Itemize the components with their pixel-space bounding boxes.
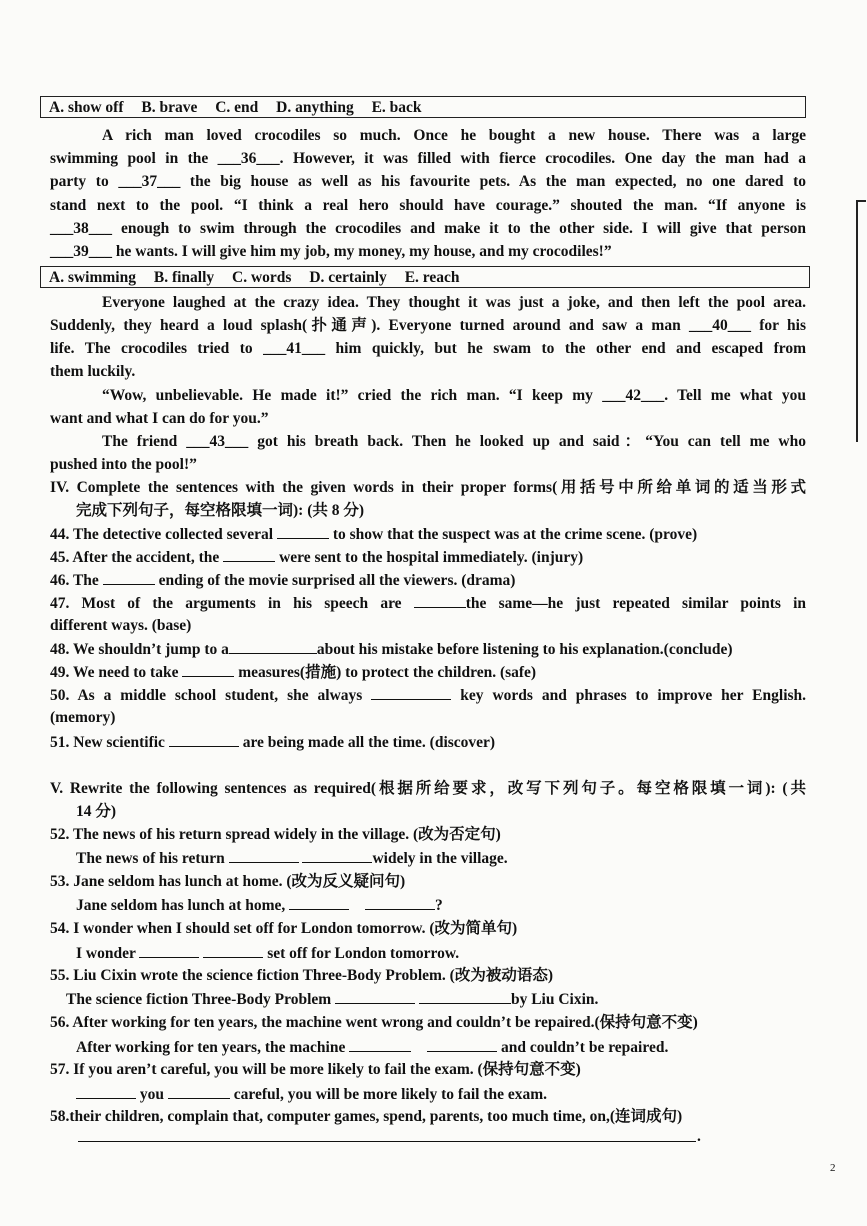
- passage1-line: swimming pool in the ___36___. However, it was filled with fierce crocodiles. One day the man had a: [50, 150, 806, 167]
- option-c: C. end: [215, 99, 259, 116]
- answer-blank[interactable]: [203, 942, 263, 958]
- option-e: E. back: [371, 99, 422, 116]
- option-b: B. finally: [153, 269, 215, 286]
- question-45: 45. After the accident, the were sent to the hospital immediately. (injury): [50, 546, 806, 569]
- passage2-line: Everyone laughed at the crazy idea. They thought it was just a joke, and then left the pool area.: [102, 294, 806, 311]
- answer-blank[interactable]: [182, 661, 234, 677]
- question-47: 47. Most of the arguments in his speech are the same—he just repeated similar points in: [50, 592, 806, 615]
- page-edge-mark: [856, 200, 866, 442]
- option-b: B. brave: [141, 99, 198, 116]
- question-56: 56. After working for ten years, the machine went wrong and couldn’t be repaired.(保持句意不变): [50, 1014, 698, 1031]
- section5-title: V. Rewrite the following sentences as required(根据所给要求，改写下列句子。每空格限填一词): (共: [50, 780, 806, 797]
- question-50: 50. As a middle school student, she always key words and phrases to improve her English.: [50, 684, 806, 707]
- option-a: A. swimming: [49, 269, 136, 286]
- page-number: 2: [830, 1162, 836, 1174]
- answer-blank[interactable]: [335, 988, 415, 1004]
- answer-blank[interactable]: [289, 894, 349, 910]
- answer-blank[interactable]: [419, 988, 511, 1004]
- question-49: 49. We need to take measures(措施) to protect the children. (safe): [50, 661, 806, 684]
- passage2-line: “Wow, unbelievable. He made it!” cried the rich man. “I keep my ___42___. Tell me what you: [102, 387, 806, 404]
- passage2-line: want and what I can do for you.”: [50, 410, 269, 427]
- answer-blank[interactable]: [229, 638, 317, 654]
- question-54-answer: I wonder set off for London tomorrow.: [76, 942, 832, 965]
- passage2-line: them luckily.: [50, 363, 136, 380]
- answer-blank[interactable]: [168, 1083, 230, 1099]
- answer-blank[interactable]: [365, 894, 435, 910]
- answer-blank[interactable]: [229, 847, 299, 863]
- question-51: 51. New scientific are being made all the time. (discover): [50, 731, 806, 754]
- question-57: 57. If you aren’t careful, you will be more likely to fail the exam. (保持句意不变): [50, 1061, 581, 1078]
- option-a: A. show off: [49, 99, 124, 116]
- question-58: 58.their children, complain that, computer games, spend, parents, too much time, on,(连词成句): [50, 1108, 683, 1125]
- word-box-1: [40, 96, 806, 118]
- question-53: 53. Jane seldom has lunch at home. (改为反义疑问句): [50, 873, 406, 890]
- passage1-line: stand next to the pool. “I think a real hero should have courage.” shouted the man. “If anyone is: [50, 197, 806, 214]
- passage1-line: ___39___ he wants. I will give him my job, my money, my house, and my crocodiles!”: [50, 243, 612, 260]
- answer-blank[interactable]: [302, 847, 372, 863]
- question-58-answer-line[interactable]: [78, 1140, 696, 1142]
- question-46: 46. The ending of the movie surprised all the viewers. (drama): [50, 569, 806, 592]
- question-48: 48. We shouldn’t jump to a about his mistake before listening to his explanation.(conclude): [50, 638, 820, 661]
- passage2-line: Suddenly, they heard a loud splash(扑通声). Everyone turned around and saw a man ___40___ for his: [50, 317, 806, 334]
- answer-blank[interactable]: [139, 942, 199, 958]
- answer-blank[interactable]: [169, 731, 239, 747]
- question-52-answer: The news of his return widely in the village.: [76, 847, 832, 870]
- option-d: D. certainly: [309, 269, 387, 286]
- answer-blank[interactable]: [223, 546, 275, 562]
- answer-blank[interactable]: [76, 1083, 136, 1099]
- answer-blank[interactable]: [277, 523, 329, 539]
- question-55-answer: The science fiction Three-Body Problem by Liu Cixin.: [66, 988, 822, 1011]
- question-56-answer: After working for ten years, the machine and couldn’t be repaired.: [76, 1036, 832, 1059]
- answer-blank[interactable]: [371, 684, 451, 700]
- question-47-cont: different ways. (base): [50, 617, 192, 634]
- passage1-line: party to ___37___ the big house as well as his favourite pets. As the man expected, no one dared to: [50, 173, 806, 190]
- question-52: 52. The news of his return spread widely in the village. (改为否定句): [50, 826, 501, 843]
- option-d: D. anything: [276, 99, 354, 116]
- option-e: E. reach: [404, 269, 460, 286]
- answer-blank[interactable]: [414, 592, 466, 608]
- question-57-answer: you careful, you will be more likely to fail the exam.: [76, 1083, 832, 1106]
- question-55: 55. Liu Cixin wrote the science fiction Three-Body Problem. (改为被动语态): [50, 967, 553, 984]
- question-44: 44. The detective collected several to show that the suspect was at the crime scene. (prove): [50, 523, 806, 546]
- option-c: C. words: [232, 269, 292, 286]
- answer-blank[interactable]: [427, 1036, 497, 1052]
- answer-blank[interactable]: [349, 1036, 411, 1052]
- passage1-line: ___38___ enough to swim through the crocodiles and make it to the other side. I will give that person: [50, 220, 806, 237]
- section5-title-cont: 14 分): [76, 803, 117, 820]
- section4-title-cont: 完成下列句子，每空格限填一词): (共 8 分): [76, 502, 365, 519]
- question-58-period: .: [697, 1128, 701, 1145]
- answer-blank[interactable]: [103, 569, 155, 585]
- question-53-answer: Jane seldom has lunch at home, ?: [76, 894, 832, 917]
- passage1-line: A rich man loved crocodiles so much. Once he bought a new house. There was a large: [102, 127, 806, 144]
- passage2-line: The friend ___43___ got his breath back. Then he looked up and said：“You can tell me who: [102, 433, 806, 450]
- passage2-line: life. The crocodiles tried to ___41___ him quickly, but he swam to the other end and escaped from: [50, 340, 806, 357]
- question-54: 54. I wonder when I should set off for London tomorrow. (改为简单句): [50, 920, 518, 937]
- word-box-2: [40, 266, 810, 288]
- section4-title: IV. Complete the sentences with the given words in their proper forms(用括号中所给单词的适当形式: [50, 479, 806, 496]
- passage2-line: pushed into the pool!”: [50, 456, 197, 473]
- question-50-cont: (memory): [50, 709, 116, 726]
